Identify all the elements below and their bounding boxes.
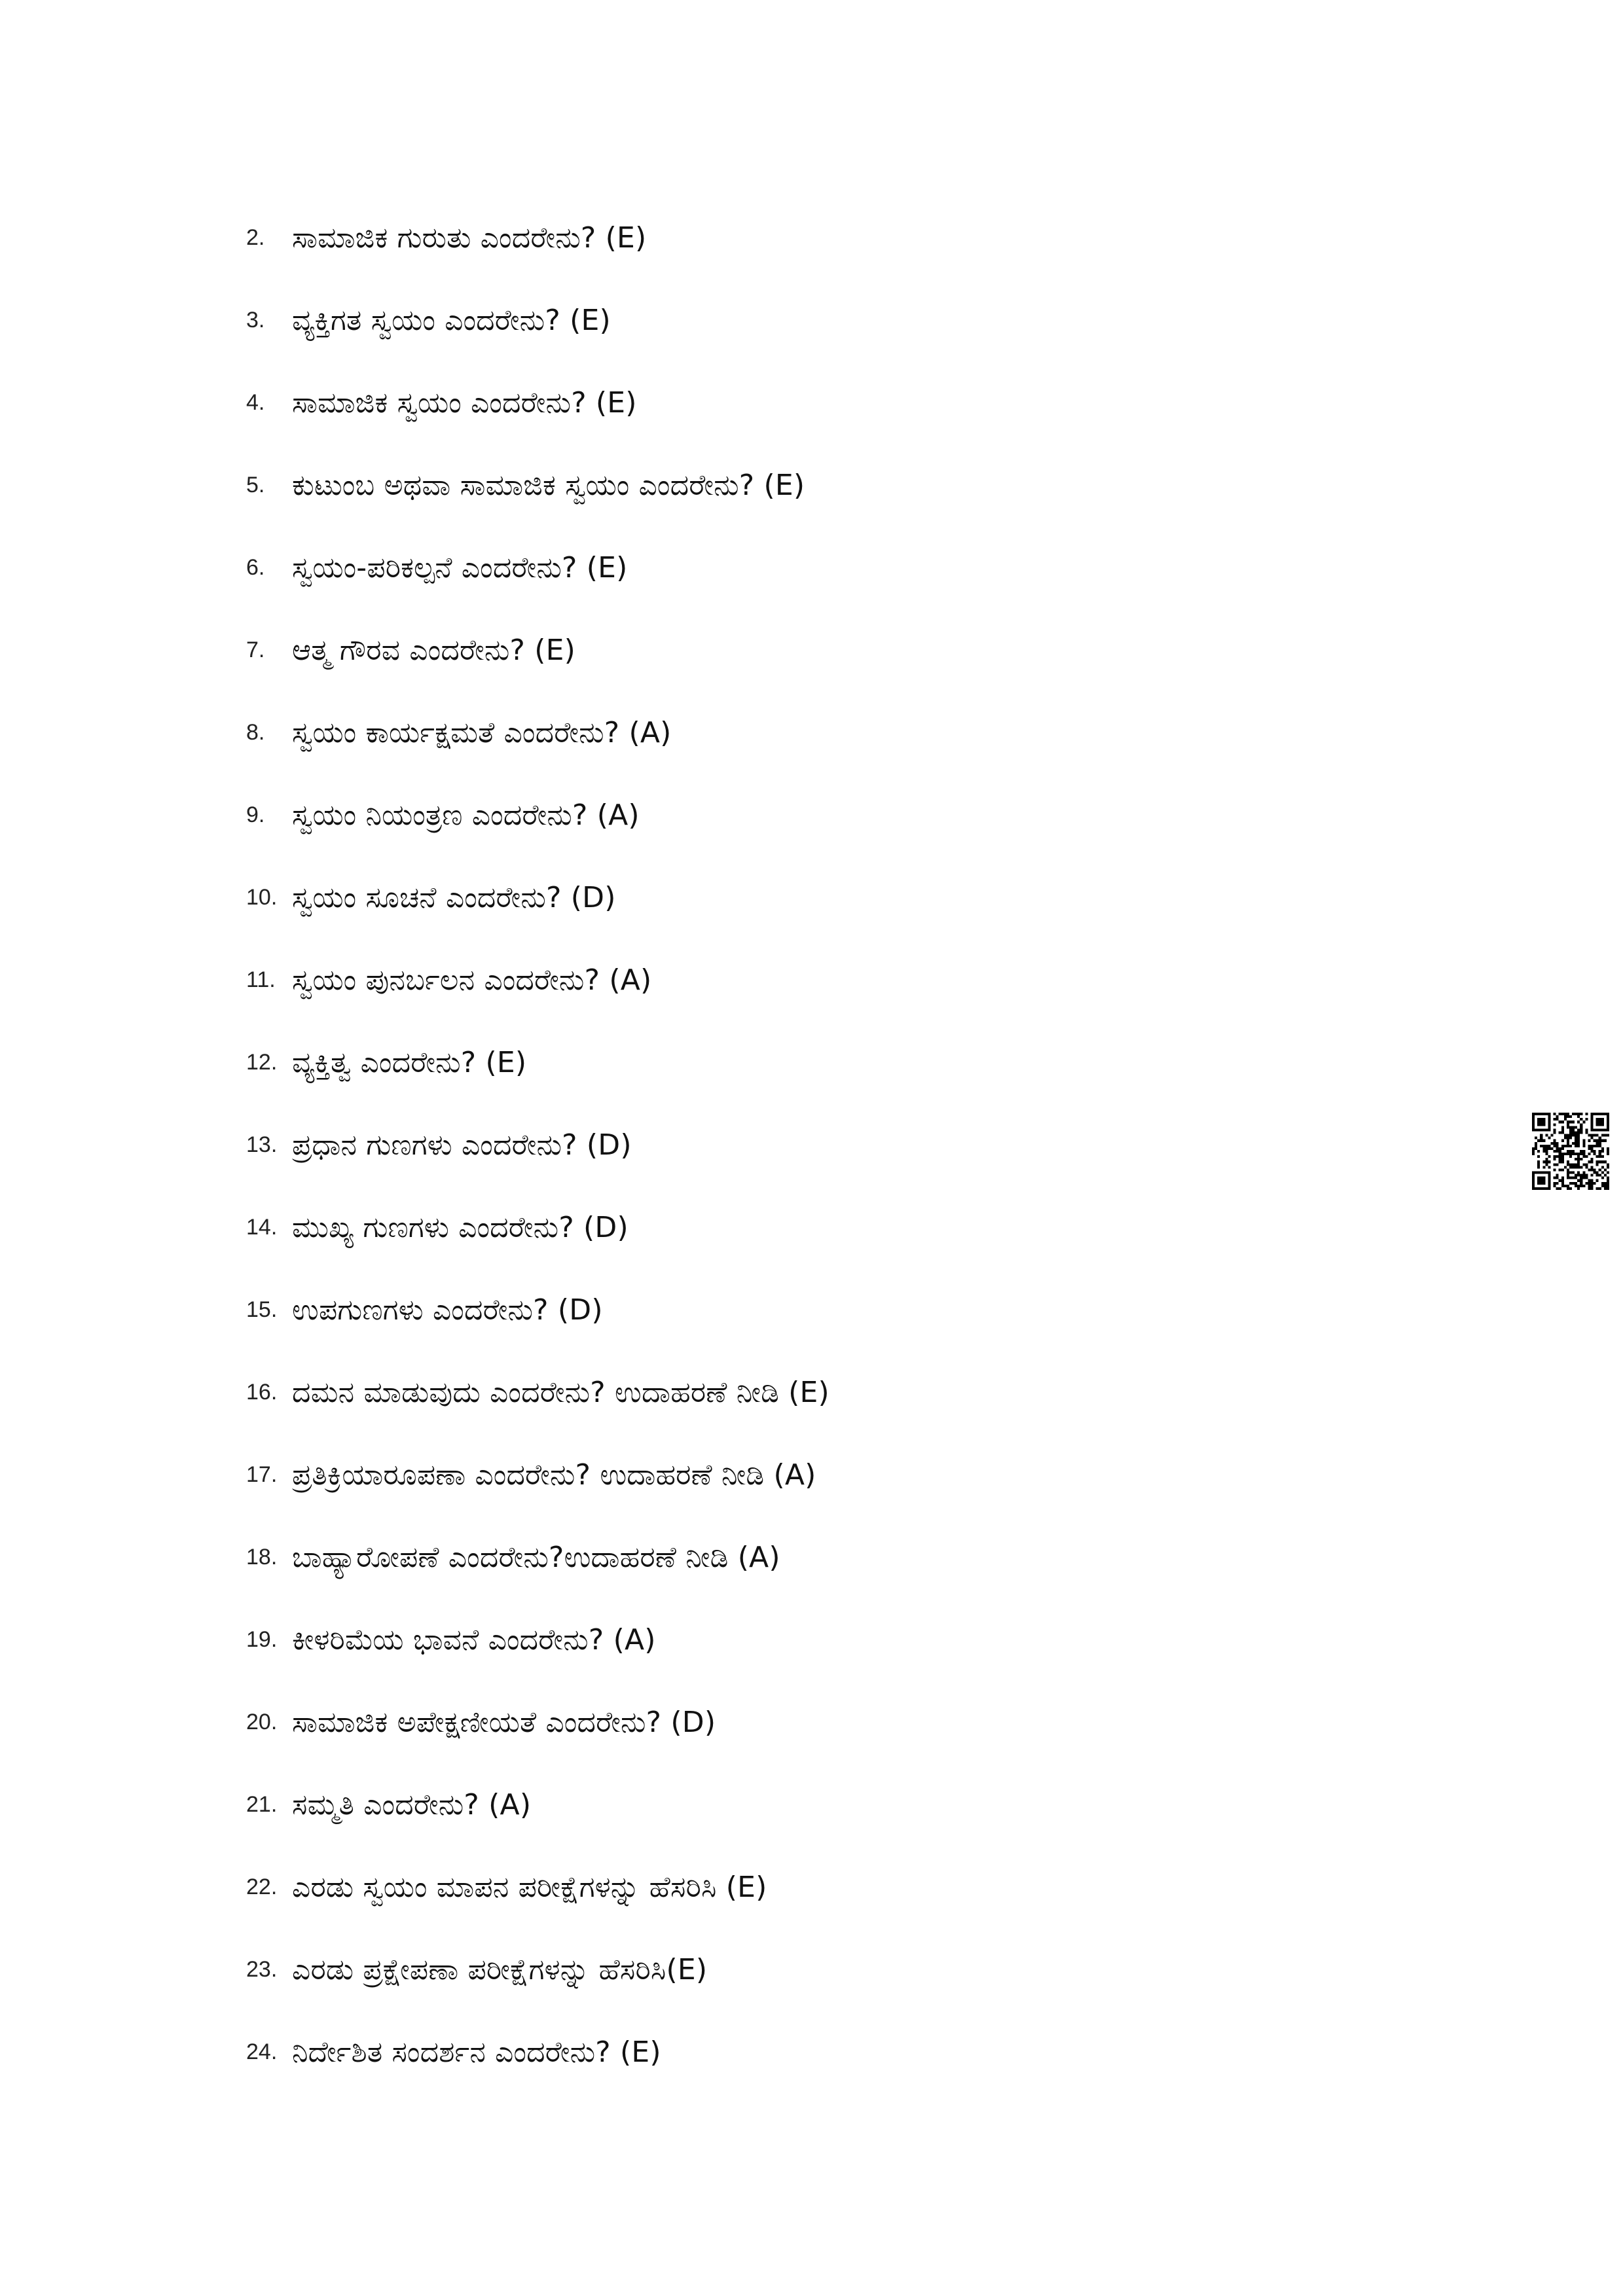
- question-text: ಸಮ್ಮತಿ ಎಂದರೇನು? (A): [292, 1787, 532, 1821]
- qr-code-icon[interactable]: [1532, 1113, 1609, 1190]
- question-number: 11.: [246, 967, 276, 992]
- question-text: ವ್ಯಕ್ತಿತ್ವ ಎಂದರೇನು? (E): [292, 1045, 527, 1079]
- question-item: [246, 361, 1490, 444]
- question-number: 19.: [246, 1626, 278, 1652]
- question-text: ಸ್ವಯಂ ಪುನರ್ಬಲನ ಎಂದರೇನು? (A): [292, 963, 652, 997]
- question-number: 3.: [246, 307, 265, 332]
- question-item: [246, 1186, 1490, 1268]
- question-text: ಸ್ವಯಂ-ಪರಿಕಲ್ಪನೆ ಎಂದರೇನು? (E): [292, 550, 628, 584]
- question-number: 5.: [246, 472, 265, 497]
- question-item: [246, 279, 1490, 361]
- question-item: [246, 774, 1490, 856]
- question-item: [246, 1763, 1490, 1846]
- question-text: ಕುಟುಂಬ ಅಥವಾ ಸಾಮಾಜಿಕ ಸ್ವಯಂ ಎಂದರೇನು? (E): [292, 468, 805, 502]
- question-number: 14.: [246, 1214, 278, 1240]
- question-item: [246, 1021, 1490, 1103]
- question-number: 21.: [246, 1791, 278, 1817]
- question-text: ಸಾಮಾಜಿಕ ಸ್ವಯಂ ಎಂದರೇನು? (E): [292, 386, 637, 420]
- question-item: [246, 1351, 1490, 1433]
- question-text: ಸ್ವಯಂ ನಿಯಂತ್ರಣ ಎಂದರೇನು? (A): [292, 798, 640, 832]
- question-text: ಸಾಮಾಜಿಕ ಗುರುತು ಎಂದರೇನು? (E): [292, 221, 647, 255]
- question-text: ಆತ್ಮ ಗೌರವ ಎಂದರೇನು? (E): [292, 633, 576, 667]
- question-text: ಕೀಳರಿಮೆಯ ಭಾವನೆ ಎಂದರೇನು? (A): [292, 1623, 656, 1657]
- question-item: [246, 1103, 1490, 1186]
- question-text: ಮುಖ್ಯ ಗುಣಗಳು ಎಂದರೇನು? (D): [292, 1210, 629, 1244]
- question-number: 16.: [246, 1379, 278, 1405]
- question-item: [246, 691, 1490, 774]
- question-item: [246, 1846, 1490, 1928]
- question-number: 10.: [246, 884, 278, 910]
- question-text: ವ್ಯಕ್ತಿಗತ ಸ್ವಯಂ ಎಂದರೇನು? (E): [292, 303, 611, 337]
- question-number: 13.: [246, 1132, 278, 1157]
- question-number: 2.: [246, 224, 265, 250]
- question-item: [246, 939, 1490, 1021]
- question-item: [246, 1598, 1490, 1681]
- question-item: [246, 444, 1490, 526]
- question-item: [246, 1268, 1490, 1351]
- question-text: ಪ್ರಧಾನ ಗುಣಗಳು ಎಂದರೇನು? (D): [292, 1128, 632, 1162]
- question-text: ದಮನ ಮಾಡುವುದು ಎಂದರೇನು? ಉದಾಹರಣೆ ನೀಡಿ (E): [292, 1375, 830, 1409]
- question-item: [246, 856, 1490, 939]
- question-item: [246, 1516, 1490, 1598]
- question-item: [246, 609, 1490, 691]
- question-number: 12.: [246, 1049, 278, 1075]
- question-item: [246, 1433, 1490, 1516]
- question-item: [246, 526, 1490, 609]
- question-text: ನಿರ್ದೇಶಿತ ಸಂದರ್ಶನ ಎಂದರೇನು? (E): [292, 2035, 661, 2069]
- question-text: ಸಾಮಾಜಿಕ ಅಪೇಕ್ಷಣೀಯತೆ ಎಂದರೇನು? (D): [292, 1705, 716, 1739]
- question-number: 24.: [246, 2039, 278, 2064]
- question-number: 23.: [246, 1956, 278, 1982]
- question-number: 22.: [246, 1874, 278, 1899]
- question-number: 18.: [246, 1544, 278, 1570]
- question-text: ಸ್ವಯಂ ಸೂಚನೆ ಎಂದರೇನು? (D): [292, 880, 616, 914]
- question-text: ಎರಡು ಪ್ರಕ್ಷೇಪಣಾ ಪರೀಕ್ಷೆಗಳನ್ನು ಹೆಸರಿಸಿ(E): [292, 1952, 708, 1986]
- question-number: 7.: [246, 637, 265, 662]
- question-number: 15.: [246, 1297, 278, 1322]
- question-number: 6.: [246, 554, 265, 580]
- question-text: ಬಾಹ್ಯಾರೋಪಣೆ ಎಂದರೇನು?ಉದಾಹರಣೆ ನೀಡಿ (A): [292, 1540, 780, 1574]
- question-item: [246, 196, 1490, 279]
- question-item: [246, 1928, 1490, 2011]
- question-item: [246, 1681, 1490, 1763]
- question-text: ಪ್ರತಿಕ್ರಿಯಾರೂಪಣಾ ಎಂದರೇನು? ಉದಾಹರಣೆ ನೀಡಿ (A): [292, 1458, 816, 1492]
- question-item: [246, 2011, 1490, 2093]
- question-text: ಎರಡು ಸ್ವಯಂ ಮಾಪನ ಪರೀಕ್ಷೆಗಳನ್ನು ಹೆಸರಿಸಿ (E): [292, 1870, 767, 1904]
- question-text: ಉಪಗುಣಗಳು ಎಂದರೇನು? (D): [292, 1293, 603, 1327]
- question-text: ಸ್ವಯಂ ಕಾರ್ಯಕ್ಷಮತೆ ಎಂದರೇನು? (A): [292, 715, 672, 749]
- question-number: 20.: [246, 1709, 278, 1734]
- question-number: 9.: [246, 802, 265, 827]
- question-number: 17.: [246, 1462, 278, 1487]
- question-number: 8.: [246, 719, 265, 745]
- question-number: 4.: [246, 389, 265, 415]
- question-list: [246, 196, 1490, 2093]
